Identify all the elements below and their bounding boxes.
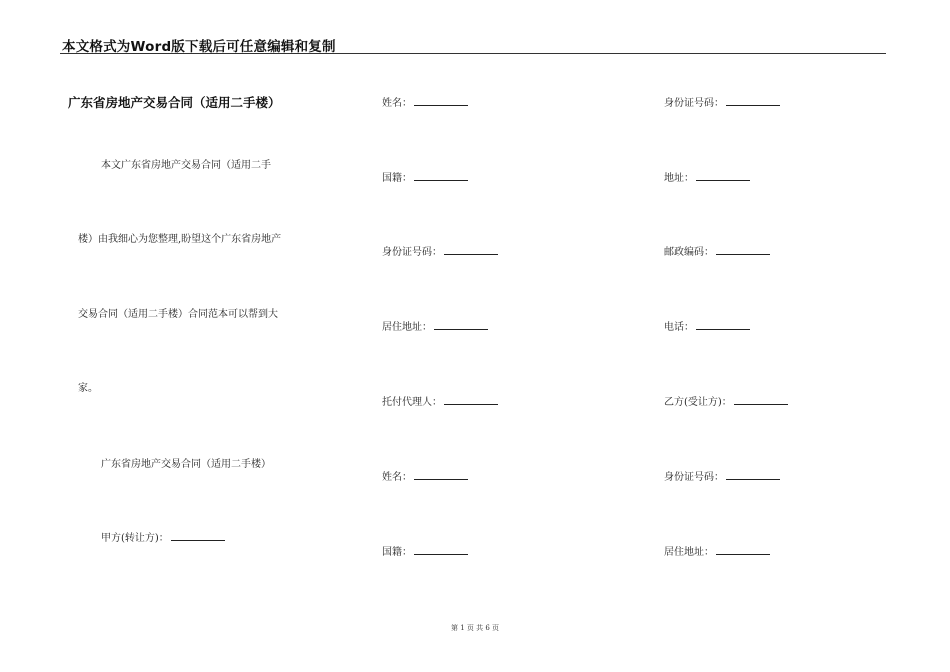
right-field-blank[interactable] [696,320,750,330]
right-field-phone [664,318,750,333]
mid-field-blank[interactable] [414,171,468,181]
right-field-label: 身份证号码： [664,472,724,483]
right-field-party-b [664,393,788,408]
intro-line-2: 楼）由我细心为您整理,盼望这个广东省房地产 [78,234,282,245]
right-field-party-b-address [664,543,770,558]
mid-field-label: 居住地址： [382,322,432,333]
party-a-field [101,529,225,544]
mid-field-blank[interactable] [444,395,498,405]
mid-field-blank[interactable] [444,245,498,255]
mid-field-nationality [382,169,468,184]
mid-field-blank[interactable] [414,545,468,555]
page-number-footer: 第 1 页 共 6 页 [450,624,500,632]
right-field-blank[interactable] [696,171,750,181]
subtitle-line: 广东省房地产交易合同（适用二手楼） [101,459,271,470]
right-field-party-b-id [664,468,780,483]
intro-line-4: 家。 [78,383,98,394]
mid-field-agent-nationality [382,543,468,558]
party-a-label: 甲方(转让方)： [101,533,169,544]
right-field-postcode [664,243,770,258]
mid-field-label: 姓名： [382,472,412,483]
contract-title: 广东省房地产交易合同（适用二手楼） [68,95,281,110]
right-field-label: 邮政编码： [664,247,714,258]
right-field-label: 电话： [664,322,694,333]
mid-field-address [382,318,488,333]
intro-line-1: 本文广东省房地产交易合同（适用二手 [101,160,271,171]
mid-field-label: 国籍： [382,173,412,184]
document-header: 本文格式为Word版下载后可任意编辑和复制 [62,39,336,55]
right-field-address [664,169,750,184]
right-field-id-number [664,94,780,109]
mid-field-label: 姓名： [382,98,412,109]
mid-field-label: 国籍： [382,547,412,558]
right-field-blank[interactable] [716,545,770,555]
right-field-label: 地址： [664,173,694,184]
right-field-blank[interactable] [734,395,788,405]
right-field-label: 乙方(受让方)： [664,397,732,408]
mid-field-agent-name [382,468,468,483]
header-divider [60,53,886,54]
right-field-blank[interactable] [716,245,770,255]
mid-field-id-number [382,243,498,258]
right-field-label: 居住地址： [664,547,714,558]
right-field-blank[interactable] [726,96,780,106]
mid-field-agent [382,393,498,408]
right-field-blank[interactable] [726,470,780,480]
mid-field-blank[interactable] [414,96,468,106]
mid-field-blank[interactable] [414,470,468,480]
intro-line-3: 交易合同（适用二手楼）合同范本可以帮到大 [78,309,278,320]
mid-field-label: 托付代理人： [382,397,442,408]
mid-field-blank[interactable] [434,320,488,330]
mid-field-label: 身份证号码： [382,247,442,258]
mid-field-name [382,94,468,109]
party-a-blank[interactable] [171,531,225,541]
right-field-label: 身份证号码： [664,98,724,109]
